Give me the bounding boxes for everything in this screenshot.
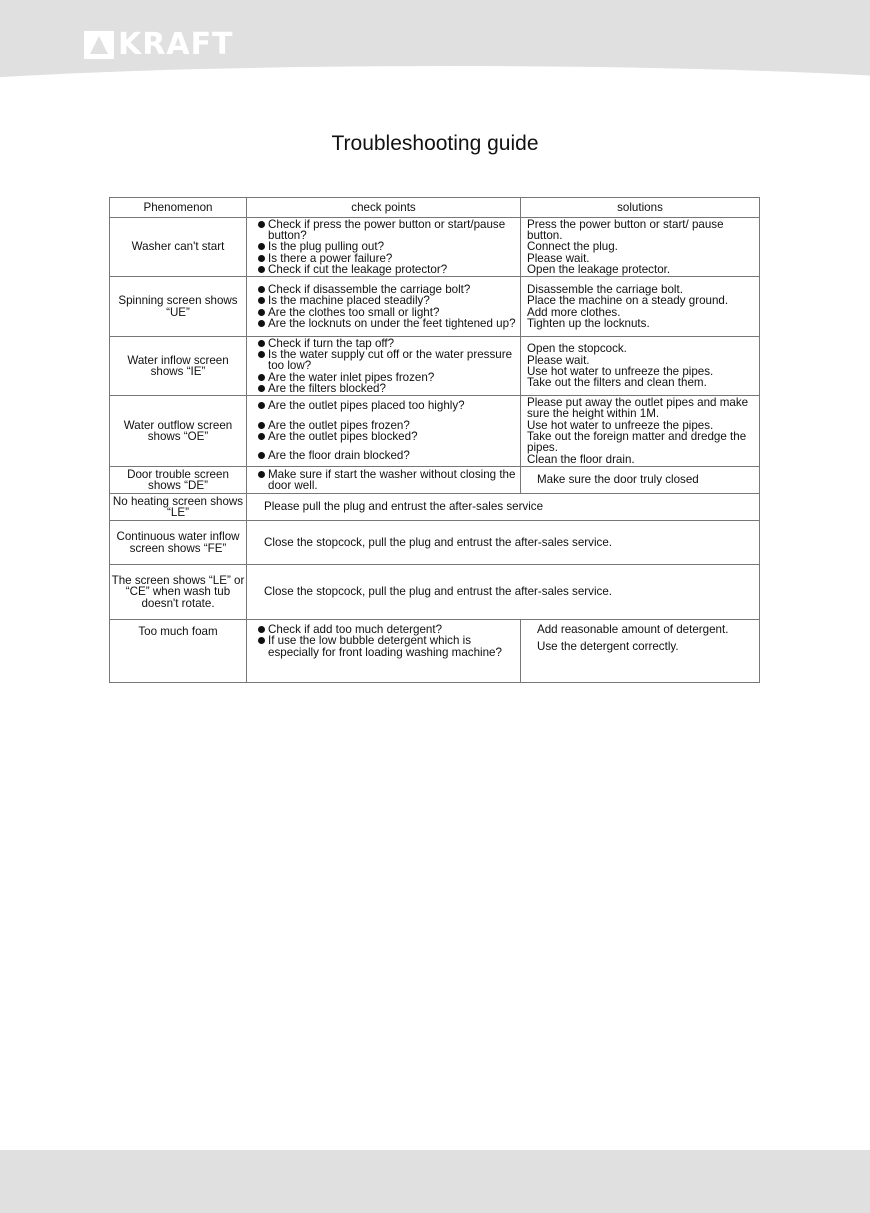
check-points-cell (247, 277, 521, 337)
phenomenon-cell: Spinning screen shows “UE” (110, 277, 247, 337)
check-point: Are the outlet pipes frozen? (247, 420, 520, 431)
check-point: Are the outlet pipes placed too highly? (247, 400, 520, 411)
check-point: If use the low bubble detergent which is especially for front loading washing machine? (247, 635, 520, 658)
solution: Place the machine on a steady ground. (527, 294, 729, 308)
check-point: Check if cut the leakage protector? (247, 264, 520, 275)
solution: Use hot water to unfreeze the pipes. (527, 365, 714, 378)
brand-logo (84, 27, 234, 62)
solution: Please wait. (527, 251, 590, 265)
solution-combined-cell: Please pull the plug and entrust the after-sales service (247, 494, 760, 521)
solution: Use hot water to unfreeze the pipes. (527, 418, 714, 432)
solution: Tighten up the locknuts. (527, 316, 650, 330)
solutions-cell (521, 277, 760, 337)
check-point: Is the plug pulling out? (247, 241, 520, 252)
header-check-points: check points (247, 198, 521, 218)
check-points-cell (247, 218, 521, 277)
table-row (110, 620, 760, 683)
phenomenon-cell: Too much foam (110, 620, 247, 683)
table-row (110, 396, 760, 467)
solution: Connect the plug. (527, 240, 618, 254)
phenomenon-cell: Washer can't start (110, 218, 247, 277)
table-row (110, 521, 760, 565)
check-point: Are the water inlet pipes frozen? (247, 372, 520, 383)
table-row (110, 337, 760, 396)
check-point: Make sure if start the washer without closing the door well. (247, 469, 520, 492)
solutions-cell (521, 620, 760, 683)
page-title: Troubleshooting guide (331, 132, 539, 155)
solutions-cell (521, 467, 760, 494)
check-points-cell (247, 620, 521, 683)
phenomenon-cell: No heating screen shows “LE” (110, 494, 247, 521)
solution: Open the leakage protector. (527, 262, 671, 276)
solution: Please put away the outlet pipes and make sure the height within 1M. (527, 396, 749, 421)
solution: Clean the floor drain. (527, 452, 635, 466)
solution: Please wait. (527, 353, 590, 367)
phenomenon-cell: The screen shows “LE” or “CE” when wash tub doesn't rotate. (110, 565, 247, 620)
check-point: Is there a power failure? (247, 253, 520, 264)
header-solutions: solutions (521, 198, 760, 218)
solution: Take out the foreign matter and dredge the pipes. (527, 430, 747, 455)
check-point: Are the outlet pipes blocked? (247, 431, 520, 442)
phenomenon-cell: Door trouble screen shows “DE” (110, 467, 247, 494)
check-point: Is the water supply cut off or the water pressure too low? (247, 349, 520, 372)
page-header (0, 0, 870, 92)
table-row (110, 565, 760, 620)
solution: Take out the filters and clean them. (527, 376, 707, 390)
table-row (110, 277, 760, 337)
phenomenon-cell: Continuous water inflow screen shows “FE” (110, 521, 247, 565)
check-point: Check if add too much detergent? (247, 624, 520, 635)
phenomenon-cell: Water inflow screen shows “IE” (110, 337, 247, 396)
check-point: Are the floor drain blocked? (247, 450, 520, 461)
solution: Disassemble the carriage bolt. (527, 282, 683, 296)
solutions-cell (521, 337, 760, 396)
check-point: Are the filters blocked? (247, 383, 520, 394)
check-point: Check if turn the tap off? (247, 338, 520, 349)
header-phenomenon: Phenomenon (110, 198, 247, 218)
table-row (110, 218, 760, 277)
check-point: Are the locknuts on under the feet tightened up? (247, 318, 520, 329)
solution: Press the power button or start/ pause button. (527, 217, 724, 243)
solutions-cell (521, 218, 760, 277)
check-point: Check if press the power button or start/pause button? (247, 219, 520, 242)
solution: Open the stopcock. (527, 342, 627, 356)
check-points-cell (247, 396, 521, 467)
table-header-row (110, 198, 760, 218)
check-points-cell (247, 337, 521, 396)
check-point: Is the machine placed steadily? (247, 295, 520, 306)
solution: Add reasonable amount of detergent. (537, 623, 729, 636)
table-row (110, 467, 760, 494)
page-footer (0, 1150, 870, 1213)
kraft-logo-mark-icon (84, 31, 114, 59)
solution: Add more clothes. (527, 305, 621, 319)
solution-combined-cell: Close the stopcock, pull the plug and entrust the after-sales service. (247, 521, 760, 565)
solutions-cell (521, 396, 760, 467)
brand-name: KRAFT (118, 27, 234, 62)
check-point: Are the clothes too small or light? (247, 307, 520, 318)
solution-combined-cell: Close the stopcock, pull the plug and entrust the after-sales service. (247, 565, 760, 620)
check-point: Check if disassemble the carriage bolt? (247, 284, 520, 295)
phenomenon-cell: Water outflow screen shows “OE” (110, 396, 247, 467)
table-row (110, 494, 760, 521)
check-points-cell (247, 467, 521, 494)
solution: Use the detergent correctly. (537, 640, 679, 654)
troubleshooting-table (109, 197, 760, 683)
solution: Make sure the door truly closed (537, 473, 699, 487)
